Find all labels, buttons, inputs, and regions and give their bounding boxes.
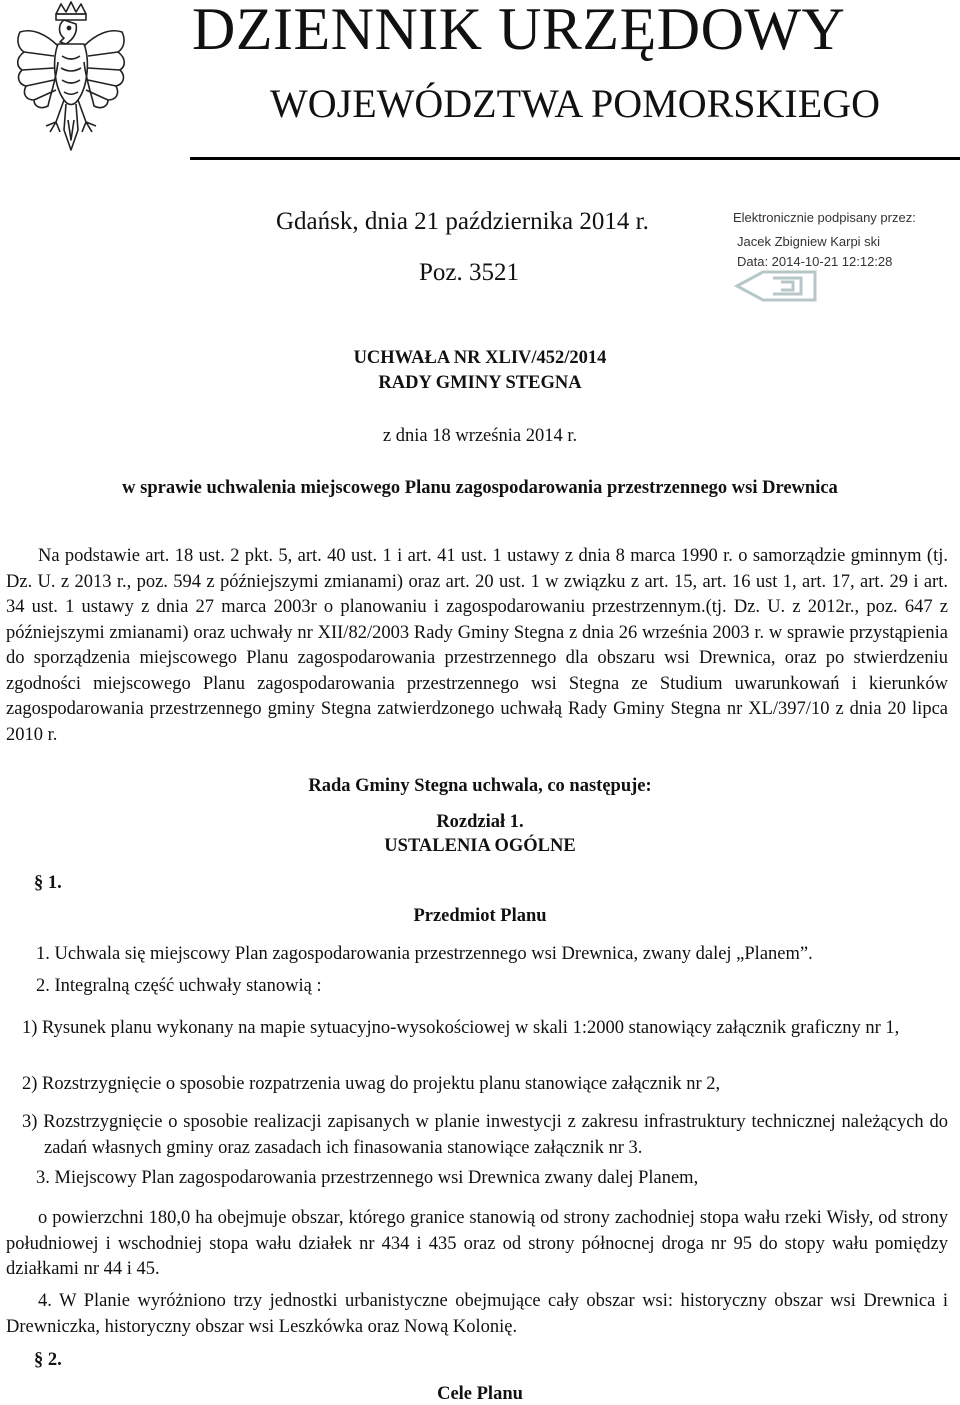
chapter-label: Rozdział 1. — [436, 812, 524, 832]
journal-subtitle: WOJEWÓDZTWA POMORSKIEGO — [270, 81, 880, 126]
journal-title: DZIENNIK URZĘDOWY — [192, 0, 846, 62]
preamble-text: Na podstawie art. 18 ust. 2 pkt. 5, art. 40 ust. 1 i art. 41 ust. 1 ustawy z dnia 8 marca 1990 r. o samorządzie gminnym (tj. Dz. U. z 2013 r., poz. 594 z późniejszymi zmianami) oraz art. 20 ust. 1 w związku z art. 15, art. 16 ust 1, art. 17, art. 29 i art. 34 ust. 1 ustawy z dnia 27 marca 2003r o planowaniu i zagospodarowaniu przestrzennym.(tj. Dz. U. z 2012r., poz. 647 z późniejszymi zmianami) oraz uchwały nr XII/82/2003 Rady Gminy Stegna z dnia 26 września 2003 r. w sprawie przystąpienia do sporządzenia miejscowego Planu zagospodarowania przestrzennego dla obszaru wsi Drewnica, oraz po stwierdzeniu zgodności miejscowego Planu zagospodarowania przestrzennego wsi Stegna ze Studium uwarunkowań i kierunków zagospodarowania przestrzennego gminy Stegna zatwierdzonego uchwałą Rady Gminy Stegna nr XL/397/10 z dnia 20 lipca 2010 r. — [6, 546, 948, 745]
list-item-2: 2) Rozstrzygnięcie o sposobie rozpatrzenia uwag do projektu planu stanowiące załącznik nr 2, — [22, 1074, 721, 1094]
section-marker: § 1. — [34, 873, 62, 893]
list-item — [22, 1110, 948, 1161]
resolution-subject: w sprawie uchwalenia miejscowego Planu zagospodarowania przestrzennego wsi Drewnica — [122, 478, 838, 498]
section-heading: Przedmiot Planu — [413, 906, 547, 926]
paragraph-2: 2. Integralną część uchwały stanowią : — [36, 976, 322, 996]
signature-stamp-icon — [733, 268, 819, 304]
chapter-title: USTALENIA OGÓLNE — [384, 836, 576, 856]
polish-eagle-emblem — [6, 0, 136, 166]
preamble — [6, 544, 948, 748]
paragraph-4: 4. W Planie wyróżniono trzy jednostki urbanistyczne obejmujące cały obszar wsi: historyczny obszar wsi Drewnica i Drewniczka, historyczny obszar wsi Leszkówka oraz Nową Kolonię. — [6, 1291, 948, 1337]
electronic-signature — [733, 210, 953, 306]
position-number: Poz. 3521 — [419, 259, 519, 286]
section-2-heading: Cele Planu — [437, 1384, 523, 1404]
paragraph-1: 1. Uchwala się miejscowy Plan zagospodarowania przestrzennego wsi Drewnica, zwany dalej „Planem”. — [36, 944, 813, 964]
resolution-number: UCHWAŁA NR XLIV/452/2014 — [353, 348, 607, 368]
list-item-3: 3) Rozstrzygnięcie o sposobie realizacji zapisanych w planie inwestycji z zakresu infrastruktury technicznej należących do zadań własnych gminy oraz zasadach ich finasowania stanowiące załącznik nr 3. — [22, 1112, 948, 1158]
signature-label: Elektronicznie podpisany przez: — [733, 210, 916, 225]
resolution-council: RADY GMINY STEGNA — [378, 373, 582, 393]
resolution-date: z dnia 18 września 2014 r. — [382, 426, 578, 446]
list-item — [22, 1016, 948, 1042]
section-2-marker: § 2. — [34, 1350, 62, 1370]
list-item-1: 1) Rysunek planu wykonany na mapie sytuacyjno-wysokościowej w skali 1:2000 stanowiący załącznik graficzny nr 1, — [22, 1018, 900, 1038]
paragraph-3b: o powierzchni 180,0 ha obejmuje obszar, którego granice stanowią od strony zachodniej stopa wału rzeki Wisły, od strony południowej i wschodniej stopa wału działek nr 434 i 435 oraz od strony północnej droga nr 95 do stopy wału pomiędzy działkami nr 44 i 45. — [6, 1208, 948, 1279]
signature-name: Jacek Zbigniew Karpi ski — [737, 234, 881, 249]
resolves-clause: Rada Gminy Stegna uchwala, co następuje: — [308, 776, 652, 796]
paragraph-3-body — [6, 1206, 948, 1283]
signature-date: Data: 2014-10-21 12:12:28 — [737, 254, 893, 269]
paragraph-3: 3. Miejscowy Plan zagospodarowania przestrzennego wsi Drewnica zwany dalej Planem, — [36, 1168, 699, 1188]
publication-date: Gdańsk, dnia 21 października 2014 r. — [276, 208, 649, 235]
paragraph-4-body — [6, 1289, 948, 1340]
header-divider — [190, 157, 960, 160]
